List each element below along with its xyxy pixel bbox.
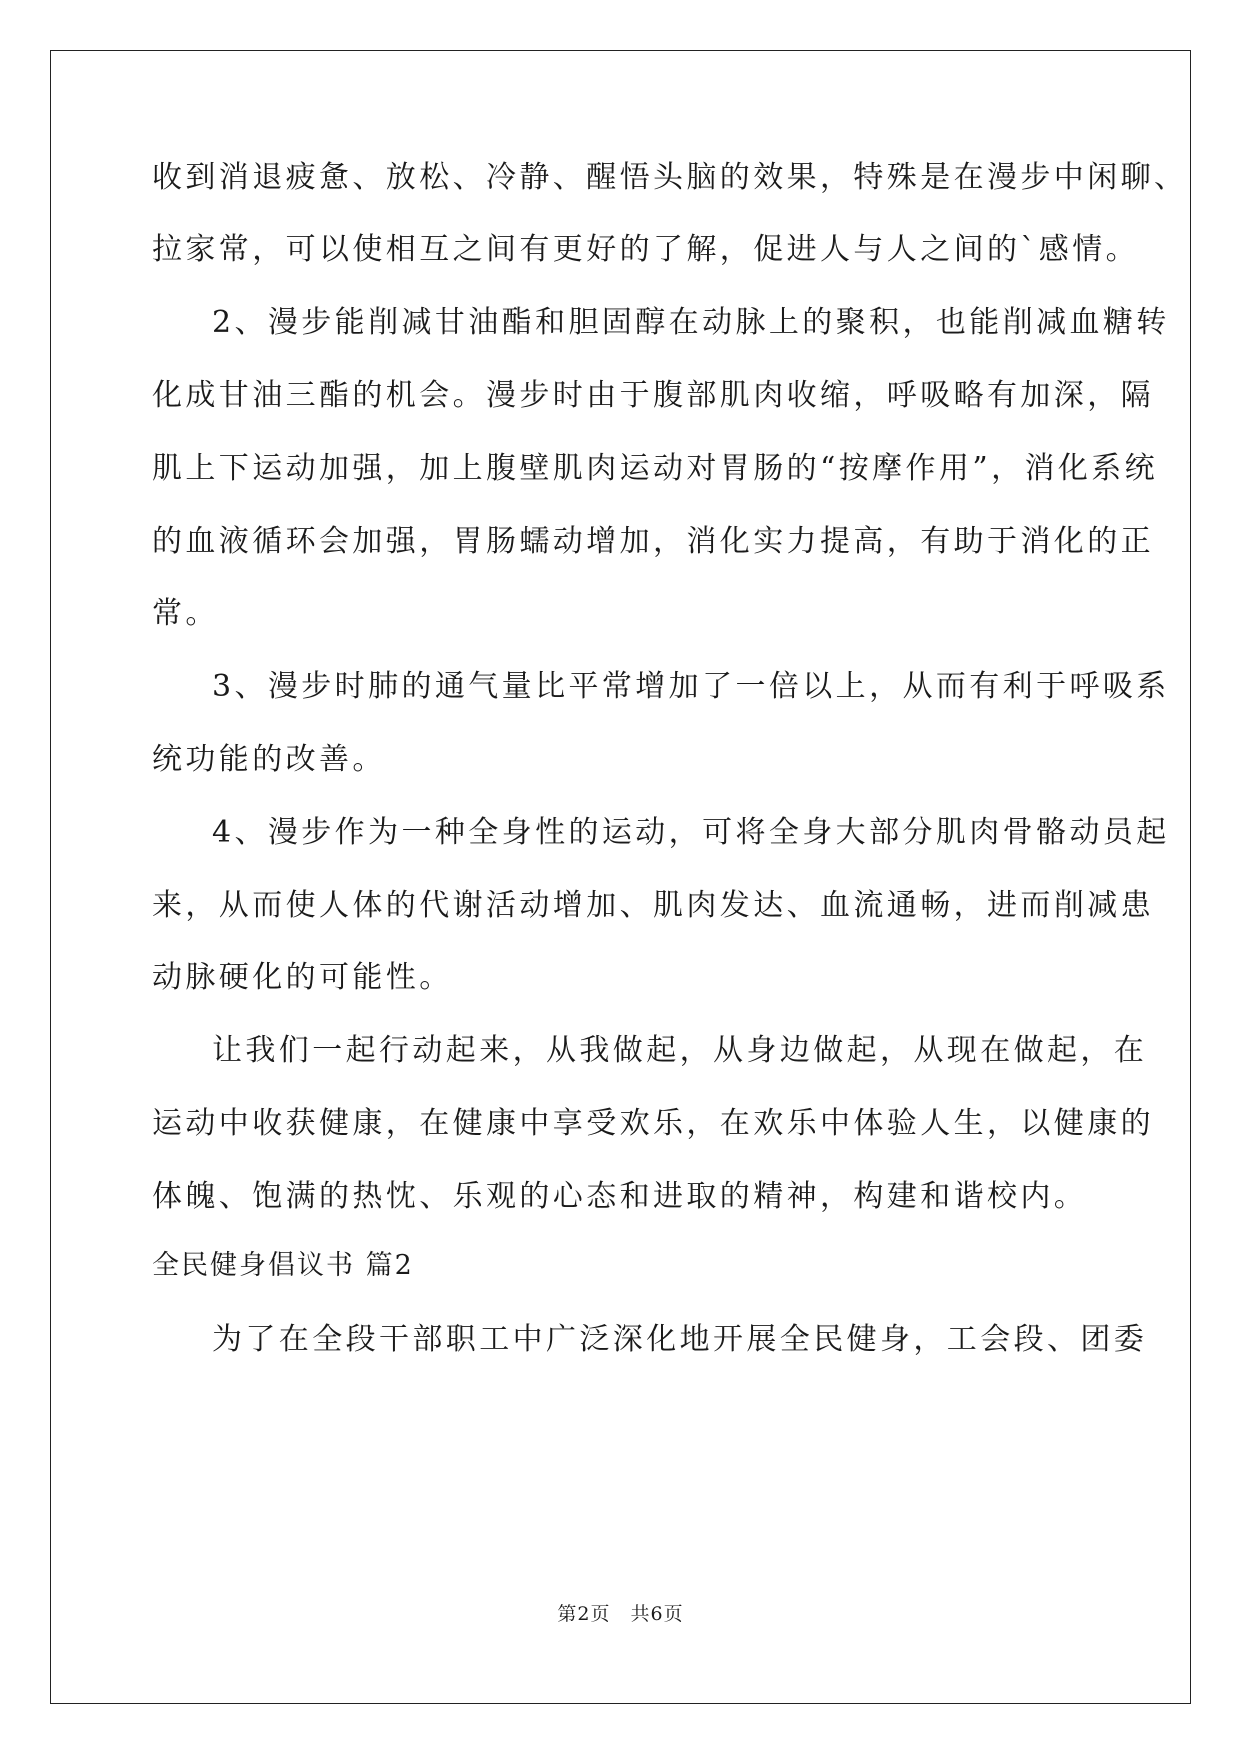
page-border <box>50 50 1191 1704</box>
text-line: 动脉硬化的可能性。 <box>152 960 453 995</box>
text-line: 来，从而使人体的代谢活动增加、肌肉发达、血流通畅，进而削减患 <box>152 888 1154 923</box>
text-line: 3、漫步时肺的通气量比平常增加了一倍以上，从而有利于呼吸系 <box>212 669 1170 704</box>
text-line: 运动中收获健康，在健康中享受欢乐，在欢乐中体验人生，以健康的 <box>152 1106 1154 1141</box>
text-line: 体魄、饱满的热忱、乐观的心态和进取的精神，构建和谐校内。 <box>152 1179 1088 1214</box>
text-line: 2、漫步能削减甘油酯和胆固醇在动脉上的聚积，也能削减血糖转 <box>212 305 1170 340</box>
text-line: 常。 <box>152 596 219 631</box>
text-line: 为了在全段干部职工中广泛深化地开展全民健身，工会段、团委 <box>212 1322 1148 1357</box>
text-line: 收到消退疲惫、放松、冷静、醒悟头脑的效果，特殊是在漫步中闲聊、 <box>152 160 1188 195</box>
text-line: 肌上下运动加强，加上腹壁肌肉运动对胃肠的“按摩作用”，消化系统 <box>152 451 1159 486</box>
text-line: 拉家常，可以使相互之间有更好的了解，促进人与人之间的`感情。 <box>152 232 1139 267</box>
text-line: 让我们一起行动起来，从我做起，从身边做起，从现在做起，在 <box>212 1033 1148 1068</box>
text-line: 统功能的改善。 <box>152 742 386 777</box>
text-line: 化成甘油三酯的机会。漫步时由于腹部肌肉收缩，呼吸略有加深，隔 <box>152 378 1154 413</box>
text-line: 4、漫步作为一种全身性的运动，可将全身大部分肌肉骨骼动员起 <box>212 815 1170 850</box>
section-heading: 全民健身倡议书 篇2 <box>152 1250 414 1281</box>
page-indicator: 第2页 共6页 <box>557 1603 684 1625</box>
text-line: 的血液循环会加强，胃肠蠕动增加，消化实力提高，有助于消化的正 <box>152 524 1154 559</box>
